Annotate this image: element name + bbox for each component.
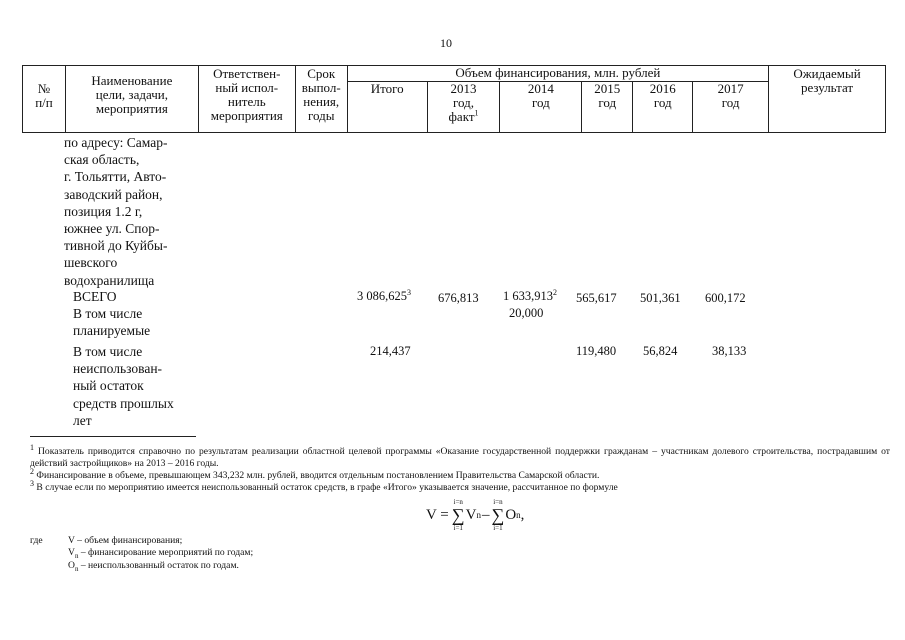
header-2014: 2014 год: [500, 82, 582, 133]
header-number: № п/п: [23, 66, 66, 133]
table-header: [22, 65, 886, 133]
row-total-2014: 1 633,913$^2$: [503, 287, 557, 303]
footnote-2: $^2$ Финансирование в объеме, превышающем 343,232 млн. рублей, вводится отдельным постановлением Правительства Самарской области.: [30, 466, 600, 481]
row-unused-2015: 119,480: [576, 344, 617, 358]
sum-symbol-2: i=n ∑ i=1: [491, 498, 505, 532]
header-term: Срок выпол- нения, годы: [295, 66, 347, 133]
row-unused-total: 214,437: [370, 344, 411, 358]
header-2015: 2015 год: [582, 82, 633, 133]
row-unused-2016: 56,824: [643, 344, 678, 358]
header-financing: Объем финансирования, млн. рублей: [347, 66, 768, 82]
header-result: Ожидаемый результат: [769, 66, 886, 133]
header-2016: 2016 год: [633, 82, 693, 133]
formula: V = i=n ∑ i=1 V n – i=n ∑ i=1 O n ,: [426, 498, 525, 532]
legend-vn: $V_n$ – финансирование мероприятий по годам;: [68, 547, 254, 560]
header-2013: 2013 год, факт$^1$: [427, 82, 500, 133]
row-total-sum: 3 086,625$^3$: [357, 287, 411, 303]
row-total-2013: 676,813: [438, 291, 479, 305]
sum-symbol-1: i=n ∑ i=1: [451, 498, 465, 532]
row-unused-label: В том числе неиспользован- ный остаток средств прошлых лет: [73, 344, 174, 428]
row-total-2016: 501,361: [640, 291, 681, 305]
legend-where: где: [30, 535, 43, 546]
row-total-2015: 565,617: [576, 291, 617, 305]
header-2017: 2017 год: [693, 82, 769, 133]
footnote-divider: [30, 436, 196, 437]
row-unused-2017: 38,133: [712, 344, 747, 358]
row-planned-label: В том числе планируемые: [73, 306, 151, 339]
footnote-3: $^3$ В случае если по мероприятию имеется неиспользованный остаток средств, в графе «Итого» указывается значение, рассчитанное по формуле: [30, 478, 618, 493]
row-total-label: ВСЕГО: [73, 289, 117, 304]
continued-text: по адресу: Самар- ская область, г. Тольятти, Авто- заводский район, позиция 1.2 г, южнее ул. Спор- тивной до Куйбы- шевского водохранилища: [64, 135, 168, 288]
row-total-2017: 600,172: [705, 291, 746, 305]
header-total: Итого: [347, 82, 427, 133]
legend-v: V – объем финансирования;: [68, 535, 183, 546]
page-number: 10: [440, 36, 452, 50]
header-responsible: Ответствен- ный испол- нитель мероприятия: [198, 66, 295, 133]
header-name: Наименование цели, задачи, мероприятия: [65, 66, 198, 133]
footnote-1: $^1$ Показатель приводится справочно по результатам реализации областной целевой программы «Оказание государственной поддержки гражданам – участникам долевого строительства, пострадавшим от действий застройщиков» на 2013 – 2016 годы.: [30, 442, 890, 469]
row-planned-2014: 20,000: [509, 306, 544, 320]
legend-on: $O_n$ – неиспользованный остаток по годам.: [68, 560, 239, 573]
